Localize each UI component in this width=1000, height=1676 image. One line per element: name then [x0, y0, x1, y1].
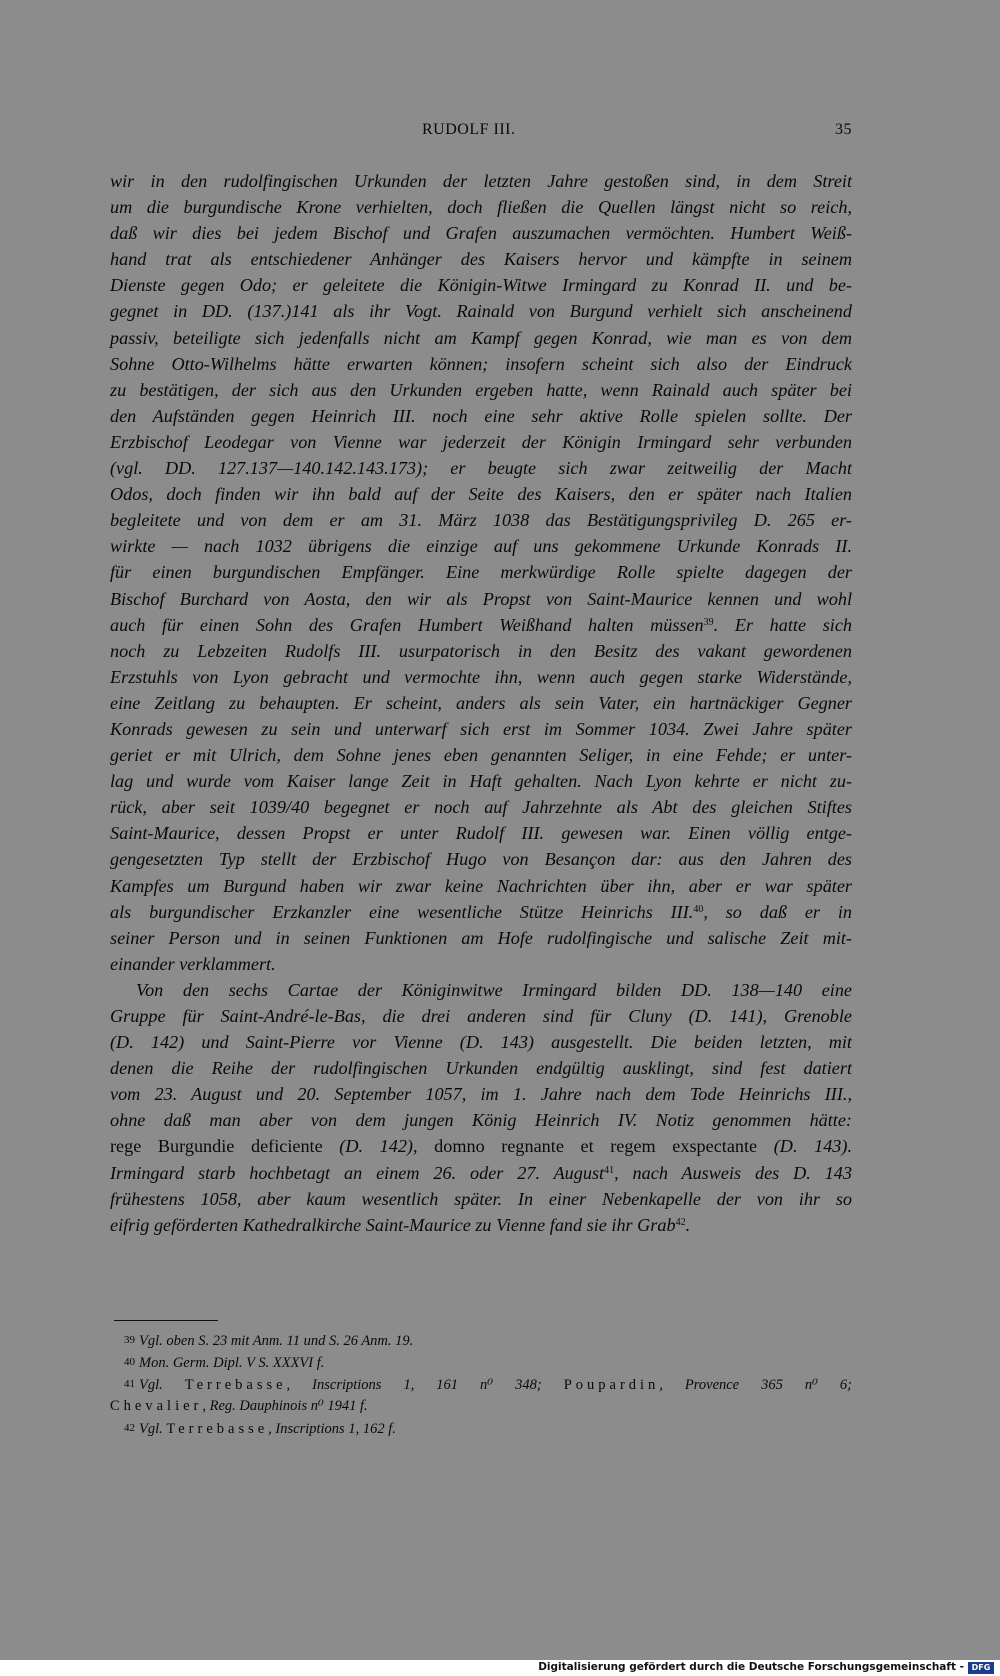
text-line: Erzbischof Leodegar von Vienne war jederzeit der Königin Irmingard sehr verbunden [110, 431, 852, 452]
text-line: Erzstuhls von Lyon gebracht und vermochte ihn, wenn auch gegen starke Widerstände, [110, 666, 852, 687]
text-line: vom 23. August und 20. September 1057, im 1. Jahre nach dem Tode Heinrichs III., [110, 1084, 852, 1105]
text-line: Bischof Burchard von Aosta, den wir als Propst von Saint-Maurice kennen und wohl [110, 588, 852, 609]
footnote-text: Vgl. [139, 1377, 185, 1393]
footnote-text: , Inscriptions 1, 161 n⁰ 348; [286, 1377, 564, 1393]
footnote-text: , Inscriptions 1, 162 f. [268, 1421, 396, 1437]
text-segment: (D. 142), [322, 1136, 435, 1157]
footnote-marker: 42 [675, 1216, 686, 1228]
footnote-marker: 41 [604, 1164, 615, 1176]
text-line: daß wir dies bei jedem Bischof und Grafen auszumachen vermöchten. Humbert Weiß- [110, 223, 852, 244]
page-number: 35 [835, 121, 852, 138]
footnote-text: , Reg. Dauphinois n⁰ 1941 f. [202, 1398, 368, 1414]
footnote-41-continued [110, 1395, 852, 1417]
author-name: Terrebasse [184, 1377, 287, 1393]
text-line: noch zu Lebzeiten Rudolfs III. usurpatorisch in den Besitz des vakant gewordenen [110, 640, 852, 661]
text-segment: , so daß er in [703, 901, 852, 922]
running-head-title: RUDOLF III. [422, 121, 516, 138]
footnote-number: 41 [124, 1378, 135, 1390]
text-line: Odos, doch finden wir ihn bald auf der Seite des Kaisers, den er später nach Italien [110, 484, 852, 505]
footnote-marker: 40 [693, 903, 704, 915]
text-line: gengesetzten Typ stellt der Erzbischof Hugo von Besançon dar: aus den Jahren des [110, 849, 852, 870]
latin-quote: rege Burgundie deficiente [110, 1136, 323, 1157]
footnote-text: , Provence 365 n⁰ 6; [659, 1377, 852, 1393]
footnote-number: 40 [124, 1356, 135, 1368]
text-line: den Aufständen gegen Heinrich III. noch eine sehr aktive Rolle spielen sollte. Der [110, 405, 852, 426]
text-line: Konrads gewesen zu sein und unterwarf sich erst im Sommer 1034. Zwei Jahre später [110, 718, 852, 739]
text-line [110, 1160, 852, 1186]
text-line: wir in den rudolfingischen Urkunden der letzten Jahre gestoßen sind, in dem Streit [110, 171, 852, 191]
text-line: seiner Person und in seinen Funktionen am Hofe rudolfingische und salische Zeit mit- [110, 927, 852, 948]
text-line: Dienste gegen Odo; er geleitete die Königin-Witwe Irmingard zu Konrad II. und be- [110, 275, 852, 296]
text-line: (vgl. DD. 127.137—140.142.143.173); er beugte sich zwar zeitweilig der Macht [110, 458, 852, 479]
text-segment: (D. 143). [757, 1136, 852, 1157]
footnote-number: 39 [124, 1334, 135, 1346]
latin-quote: domno regnante et regem exspectante [434, 1136, 758, 1157]
text-line: wirkte — nach 1032 übrigens die einzige auf uns gekommene Urkunde Konrads II. [110, 536, 852, 557]
text-segment: . Er hatte sich [713, 614, 852, 635]
text-line: lag und wurde vom Kaiser lange Zeit in Haft gehalten. Nach Lyon kehrte er nicht zu- [110, 771, 852, 792]
digitization-credit: Digitalisierung gefördert durch die Deutsche Forschungsgemeinschaft - [538, 1661, 964, 1673]
text-line [110, 1212, 852, 1238]
text-line: Von den sechs Cartae der Königinwitwe Irmingard bilden DD. 138—140 eine [136, 979, 852, 1000]
text-segment: auch für einen Sohn des Grafen Humbert Weißhand halten müssen [110, 614, 704, 635]
text-line: ohne daß man aber von dem jungen König Heinrich IV. Notiz genommen hätte: [110, 1110, 852, 1131]
dfg-logo: DFG [968, 1662, 994, 1674]
text-segment: , nach Ausweis des D. 143 [614, 1162, 852, 1183]
footnote-text: Mon. Germ. Dipl. V S. XXXVI f. [139, 1355, 325, 1371]
running-head [112, 121, 852, 145]
text-line: um die burgundische Krone verhielten, doch fließen die Quellen längst nicht so reich, [110, 197, 852, 218]
text-line: eine Zeitlang zu behaupten. Er scheint, anders als sein Vater, ein hartnäckiger Gegner [110, 692, 852, 713]
author-name: Terrebasse [166, 1421, 269, 1437]
text-line: für einen burgundischen Empfänger. Eine merkwürdige Rolle spielte dagegen der [110, 562, 852, 583]
text-line: rück, aber seit 1039/40 begegnet er noch auf Jahrzehnte als Abt des gleichen Stiftes [110, 797, 852, 818]
text-line [110, 612, 852, 638]
text-line: denen die Reihe der rudolfingischen Urkunden endgültig ausklingt, sind fest datiert [110, 1058, 852, 1079]
text-line: begleitete und von dem er am 31. März 1038 das Bestätigungsprivileg D. 265 er- [110, 510, 852, 531]
author-name: Chevalier [110, 1398, 203, 1414]
footnote-40 [110, 1351, 852, 1373]
text-line: Saint-Maurice, dessen Propst er unter Rudolf III. gewesen war. Einen völlig entge- [110, 823, 852, 844]
text-line [110, 1133, 852, 1159]
footnote-42 [110, 1417, 852, 1439]
footnote-text: Vgl. oben S. 23 mit Anm. 11 und S. 26 Anm. 19. [139, 1333, 414, 1349]
text-line: passiv, beteiligte sich jedenfalls nicht am Kampf gegen Konrad, wie man es von dem [110, 327, 852, 348]
text-line [110, 899, 852, 925]
text-segment: eifrig geförderten Kathedralkirche Saint-Maurice zu Vienne fand sie ihr Grab [110, 1214, 676, 1235]
text-line: einander verklammert. [110, 953, 276, 974]
text-segment: Irmingard starb hochbetagt an einem 26. oder 27. August [110, 1162, 605, 1183]
text-line: Sohne Otto-Wilhelms hätte erwarten können; insofern scheint sich also der Eindruck [110, 353, 852, 374]
text-segment: . [685, 1214, 691, 1235]
text-line: Gruppe für Saint-André-le-Bas, die drei anderen sind für Cluny (D. 141), Grenoble [110, 1006, 852, 1026]
footnote-text: Vgl. [139, 1421, 167, 1437]
footnote-41 [110, 1373, 852, 1395]
text-line: geriet er mit Ulrich, dem Sohne jenes eben genannten Seliger, in eine Fehde; er unter- [110, 745, 852, 766]
footnote-39 [110, 1329, 852, 1351]
text-line: (D. 142) und Saint-Pierre vor Vienne (D. 143) ausgestellt. Die beiden letzten, mit [110, 1032, 852, 1053]
text-line: Kampfes um Burgund haben wir zwar keine Nachrichten über ihn, aber er war später [110, 875, 852, 896]
footnotes [110, 1329, 852, 1439]
text-line: hand trat als entschiedener Anhänger des Kaisers hervor und kämpfte in seinem [110, 249, 852, 270]
footnote-rule [114, 1320, 218, 1321]
footnote-number: 42 [124, 1422, 135, 1434]
footnote-marker: 39 [703, 616, 714, 628]
text-line: zu bestätigen, der sich aus den Urkunden ergeben hatte, wenn Rainald auch später bei [110, 379, 852, 400]
body-text [110, 168, 852, 1238]
author-name: Poupardin [563, 1377, 660, 1393]
text-segment: als burgundischer Erzkanzler eine wesentliche Stütze Heinrichs III. [110, 901, 694, 922]
text-line: gegnet in DD. (137.)141 als ihr Vogt. Rainald von Burgund verhielt sich anscheinend [110, 301, 852, 322]
text-line: frühestens 1058, aber kaum wesentlich später. In einer Nebenkapelle der von ihr so [110, 1188, 852, 1209]
